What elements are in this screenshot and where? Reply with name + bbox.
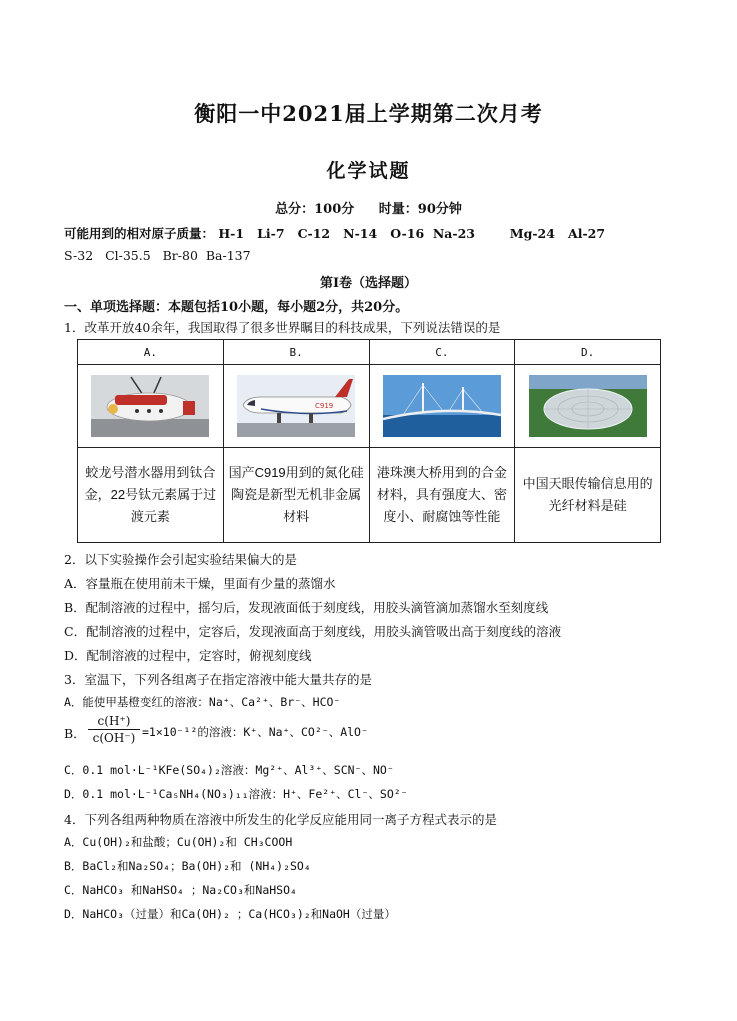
q3-fraction-numerator: c(H⁺) xyxy=(88,714,140,730)
exam-time: 时量：90分钟 xyxy=(378,202,462,217)
q1-image-cell-d xyxy=(515,365,661,448)
q1-image-cell-b xyxy=(223,365,369,448)
q1-option-label-c: C. xyxy=(369,340,515,365)
q3-option-b-fraction xyxy=(88,714,140,745)
q3-option-b-prefix: B． xyxy=(64,726,86,741)
q4-option-d: D．NaHCO₃（过量）和Ca(OH)₂ ；Ca(HCO₃)₂和NaOH（过量） xyxy=(64,907,396,921)
exam-title: 衡阳一中2021届上学期第二次月考 xyxy=(194,101,543,126)
q3-option-b-rest: =1×10⁻¹²的溶液：K⁺、Na⁺、CO²⁻、AlO⁻ xyxy=(142,725,368,739)
q2-stem: 2．以下实验操作会引起实验结果偏大的是 xyxy=(64,552,297,567)
airplane-photo xyxy=(237,375,355,437)
q2-option-c: C．配制溶液的过程中，定容后，发现液面高于刻度线，用胶头滴管吸出高于刻度线的溶液 xyxy=(64,624,562,639)
q4-stem: 4．下列各组两种物质在溶液中所发生的化学反应能用同一离子方程式表示的是 xyxy=(64,812,497,827)
q1-option-text-c: 港珠澳大桥用到的合金材料，具有强度大、密度小、耐腐蚀等性能 xyxy=(369,448,515,543)
q3-fraction-denominator: c(OH⁻) xyxy=(92,731,136,745)
bridge-photo xyxy=(383,375,501,437)
q1-image-cell-c xyxy=(369,365,515,448)
q3-option-c: C．0.1 mol·L⁻¹KFe(SO₄)₂溶液：Mg²⁺、Al³⁺、SCN⁻、NO⁻ xyxy=(64,763,394,777)
q2-option-a: A．容量瓶在使用前未干燥，里面有少量的蒸馏水 xyxy=(64,576,336,591)
q4-option-a: A．Cu(OH)₂和盐酸；Cu(OH)₂和 CH₃COOH xyxy=(64,835,293,849)
atomic-masses-line2: S-32 Cl-35.5 Br-80 Ba-137 xyxy=(64,248,251,263)
q2-option-b: B．配制溶液的过程中，摇匀后，发现液面低于刻度线，用胶头滴管滴加蒸馏水至刻度线 xyxy=(64,600,549,615)
q1-option-label-d: D. xyxy=(515,340,661,365)
q1-options-table xyxy=(77,339,661,543)
atomic-masses-line1: 可能用到的相对原子质量： H-1 Li-7 C-12 N-14 O-16 Na-23 Mg-24 Al-27 xyxy=(64,226,606,241)
q4-option-c: C．NaHCO₃ 和NaHSO₄ ；Na₂CO₃和NaHSO₄ xyxy=(64,883,297,897)
q1-option-label-b: B. xyxy=(223,340,369,365)
q4-option-b: B．BaCl₂和Na₂SO₄；Ba(OH)₂和 (NH₄)₂SO₄ xyxy=(64,859,311,873)
q1-option-text-b: 国产C919用到的氮化硅陶瓷是新型无机非金属材料 xyxy=(223,448,369,543)
telescope-photo xyxy=(529,375,647,437)
part1-heading: 一、单项选择题：本题包括10小题，每小题2分，共20分。 xyxy=(64,300,409,315)
exam-meta xyxy=(0,198,737,217)
q1-image-cell-a xyxy=(78,365,224,448)
total-score: 总分：100分 xyxy=(275,202,355,217)
volume-heading: 第Ⅰ卷（选择题） xyxy=(319,276,418,291)
q2-option-d: D．配制溶液的过程中，定容时，俯视刻度线 xyxy=(64,648,312,663)
q1-option-label-a: A. xyxy=(78,340,224,365)
q1-option-text-a: 蛟龙号潜水器用到钛合金，22号钛元素属于过渡元素 xyxy=(78,448,224,543)
q1-option-text-d: 中国天眼传输信息用的光纤材料是硅 xyxy=(515,448,661,543)
submarine-photo xyxy=(91,375,209,437)
plane-mark: C919 xyxy=(315,402,334,410)
q3-option-a: A．能使甲基橙变红的溶液：Na⁺、Ca²⁺、Br⁻、HCO⁻ xyxy=(64,695,341,709)
q1-stem: 1．改革开放40余年，我国取得了很多世界瞩目的科技成果，下列说法错误的是 xyxy=(64,320,501,335)
q3-stem: 3．室温下，下列各组离子在指定溶液中能大量共存的是 xyxy=(64,672,372,687)
exam-subtitle: 化学试题 xyxy=(326,160,411,182)
q3-option-d: D．0.1 mol·L⁻¹Ca₅NH₄(NO₃)₁₁溶液：H⁺、Fe²⁺、Cl⁻、SO²⁻ xyxy=(64,787,408,801)
